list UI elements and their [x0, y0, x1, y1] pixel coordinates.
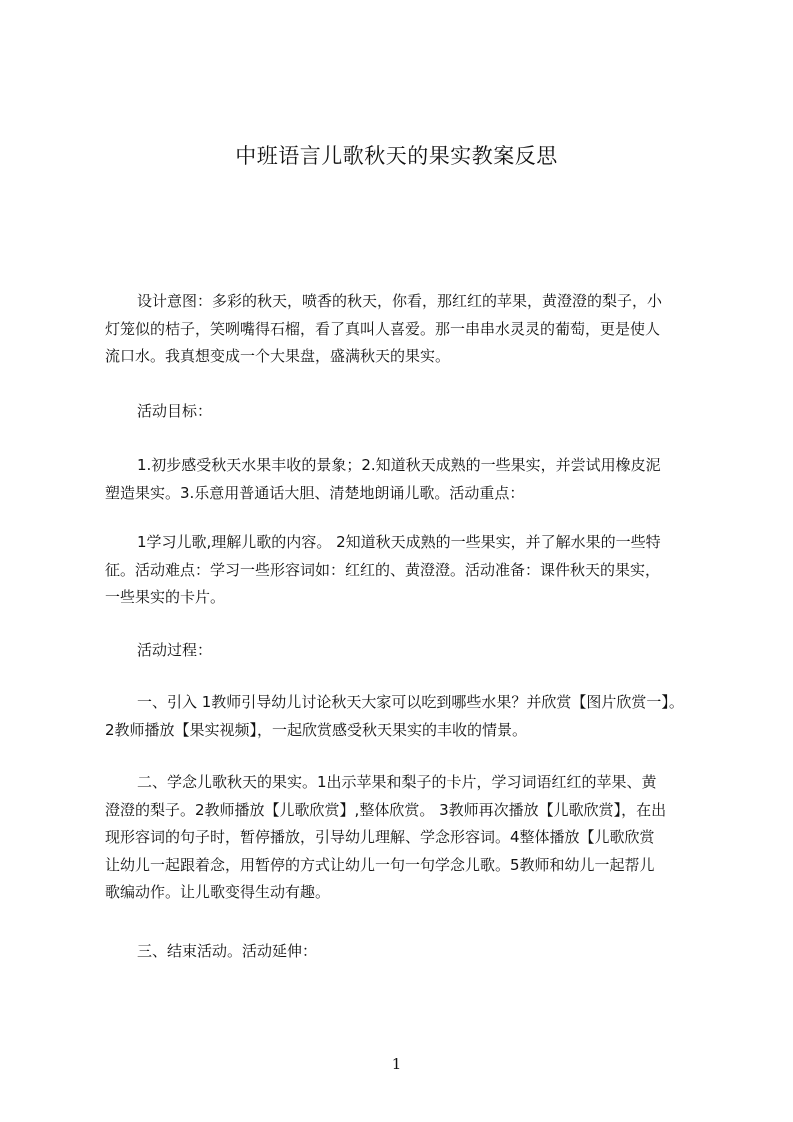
paragraph-key-points-line: 征。活动难点：学习一些形容词如：红红的、黄澄澄。活动准备：课件秋天的果实，: [105, 561, 661, 579]
paragraph-design-intent-line: 灯笼似的桔子，笑咧嘴得石榴，看了真叫人喜爱。那一串串水灵灵的葡萄，更是使人: [105, 320, 661, 338]
paragraph-goals-line: 1.初步感受秋天水果丰收的景象；2.知道秋天成熟的一些果实，并尝试用橡皮泥: [137, 456, 661, 474]
paragraph-design-intent-line: 流口水。我真想变成一个大果盘，盛满秋天的果实。: [105, 347, 451, 365]
paragraph-section-two-line: 现形容词的句子时，暂停播放，引导幼儿理解、学念形容词。4整体播放【儿歌欣赏: [105, 828, 655, 846]
paragraph-section-one-line: 一、引入 1教师引导幼儿讨论秋天大家可以吃到哪些水果？并欣赏【图片欣赏一】。: [137, 693, 684, 711]
paragraph-section-two-line: 二、学念儿歌秋天的果实。1出示苹果和梨子的卡片，学习词语红红的苹果、黄: [137, 773, 657, 791]
paragraph-section-two-line: 澄澄的梨子。2教师播放【儿歌欣赏】,整体欣赏。 3教师再次播放【儿歌欣赏】，在出: [105, 801, 667, 819]
heading-activity-process: 活动过程：: [137, 641, 213, 659]
paragraph-goals-line: 塑造果实。3.乐意用普通话大胆、清楚地朗诵儿歌。活动重点：: [105, 484, 525, 502]
paragraph-section-two-line: 让幼儿一起跟着念，用暂停的方式让幼儿一句一句学念儿歌。5教师和幼儿一起帮儿: [105, 856, 655, 874]
paragraph-key-points-line: 1学习儿歌,理解儿歌的内容。 2知道秋天成熟的一些果实，并了解水果的一些特: [137, 533, 661, 551]
paragraph-section-three-line: 三、结束活动。活动延伸：: [137, 942, 318, 960]
page-number: 1: [391, 1055, 402, 1073]
document-title: 中班语言儿歌秋天的果实教案反思: [235, 144, 558, 168]
paragraph-design-intent-line: 设计意图：多彩的秋天，喷香的秋天，你看，那红红的苹果，黄澄澄的梨子，小: [137, 292, 663, 310]
paragraph-key-points-line: 一些果实的卡片。: [105, 588, 226, 606]
paragraph-section-two-line: 歌编动作。让儿歌变得生动有趣。: [105, 883, 331, 901]
heading-activity-goals: 活动目标：: [137, 402, 213, 420]
paragraph-section-one-line: 2教师播放【果实视频】，一起欣赏感受秋天果实的丰收的情景。: [105, 721, 528, 739]
